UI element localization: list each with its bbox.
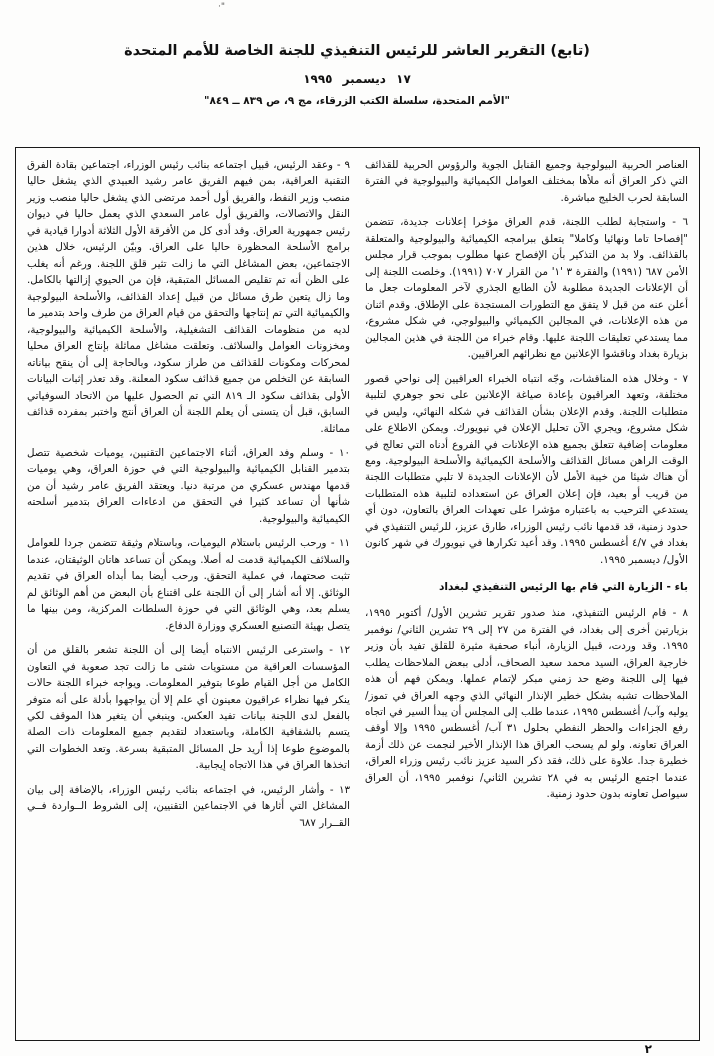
corner-mark: ·" xyxy=(218,2,226,12)
paragraph-continuation: العناصر الحربية البيولوجية وجميع القنابل الجوية والرؤوس الحربية للقذائف التي ذكر العراق أنه ملأها بمختلف العوامل الكيميائية والبيولوجية في الفترة السابقة لحرب الخليج مباشرة. xyxy=(365,159,688,204)
paragraph-13: ١٣ - وأشار الرئيس، في اجتماعه بنائب رئيس الوزراء، بالإضافة إلى بيان المشاغل التي أثارها في الاجتماعين التقنيين، إلى الشروط الــواردة فــي القــرار ٦٨٧ xyxy=(27,783,350,829)
document-title: (تابع) التقرير العاشر للرئيس التنفيذي للجنة الخاصة للأمم المتحدة xyxy=(124,43,590,59)
paragraph-7: ٧ - وخلال هذه المناقشات، وجّه انتباه الخبراء العراقيين إلى نواحي قصور مختلفة، وتعهد العراقيون بإعادة صياغة الإعلانين على نحو جوهري لتلبية متطلبات اللجنة. وقدم الإعلان بشأن القذائف في شكله النهائي، وليس في شكل مشروع، ويجري الآن تحليل الإعلان في نيويورك. ويمكن الاطلاع على معلومات إضافية تتعلق بجميع هذه الإعلانات في الفروع أدناه التي تعالج في الوقت الراهن مسائل القذائف والأسلحة الكيميائية والأسلحة البيولوجية. ومع أن هناك شيئا من خيبة الأمل لأن الإعلانات الجديدة لا تلبي متطلبات اللجنة من قريب أو بعيد، فإن إعلان العراق عن استعداده لتلبية هذه المتطلبات يستدعي الترحيب به باعتباره مؤشرا على تعهدات العراق بالتعاون، دون أي حدود زمنية، قد قدمها نائب رئيس الوزراء، طارق عزيز، للرئيس التنفيذي في بغداد في ٤/٧ أغسطس ١٩٩٥. وقد أعيد تكرارها في نيويورك في شهر كانون الأول/ ديسمبر ١٩٩٥. xyxy=(365,372,688,566)
document-source-citation: "الأمم المتحدة، سلسلة الكتب الزرقاء، مج ٩، ص ٨٣٩ ــ ٨٤٩" xyxy=(204,94,510,107)
paragraph-12: ١٢ - واسترعى الرئيس الانتباه أيضا إلى أن اللجنة تشعر بالقلق من أن المؤسسات العراقية من مستويات شتى ما زالت تجد صعوبة في التعاون الكامل من أجل القيام طوعا بتوفير المعلومات. ويواجه خبراء اللجنة حالات ينكر فيها نظراء عراقيون معينون أي علم إلا أن يواجهوا بأدلة على أنه متوفر بالفعل لدى اللجنة بيانات تفيد العكس. وينبغي أن يتغير هذا الموقف لكي يتسم بالشفافية الكاملة، وباستعداد لتقديم جميع المعلومات ذات الصلة بالموضوع طوعا إذا أريد حل المسائل المتبقية بسرعة. وتعد الخطوات التي اتخذها العراق في هذا الاتجاه إيجابية. xyxy=(27,644,350,772)
paragraph-6: ٦ - واستجابة لطلب اللجنة، قدم العراق مؤخرا إعلانات جديدة، تتضمن "إفصاحا تاما ونهائيا وكاملا" يتعلق ببرامجه الكيميائية والبيولوجية والمتعلقة بالقذائف. ولا بد من التذكير بأن الإفصاح عنها مطلوب بموجب قرار مجلس الأمن ٦٨٧ (١٩٩١) والفقرة ٣ '١' من القرار ٧٠٧ (١٩٩١). وخلصت اللجنة إلى أن الإعلانات الجديدة مطلوبة لأن الطابع الجذري لآخر المعلومات جعل ما أعلن عنه من قبل لا يتفق مع التطورات المستجدة على الإطلاق. وقدم اثنان من هذه الإعلانات، في المجالين الكيميائي والبيولوجي، في شكل مشروع، مما يستدعي تعليقات اللجنة عليها. وقام خبراء من اللجنة في هذين المجالين بزيارة بغداد وناقشوا الإعلانين مع نظرائهم العراقيين. xyxy=(365,216,688,361)
paragraph-8: ٨ - قام الرئيس التنفيذي، منذ صدور تقرير تشرين الأول/ أكتوبر ١٩٩٥، بزيارتين أخرى إلى بغداد، في الفترة من ٢٧ إلى ٢٩ تشرين الثاني/ نوفمبر ١٩٩٥. وقد وردت، قبيل الزيارة، أنباء صحفية مثيرة للقلق تفيد بأن وزير خارجية العراق، السيد محمد سعيد الصحاف، أدلى ببعض الملاحظات يطلب فيها إلى اللجنة وضع حد زمني مبكر لإتمام عملها. ويمكن فهم أن هذه الملاحظات تشبه بشكل خطير الإنذار النهائي الذي وجهه العراق في تموز/ يوليه وآب/ أغسطس ١٩٩٥، عندما طلب إلى المجلس أن يبدأ السير في اتجاه رفع الجزاءات والحظر النفطي بحلول ٣١ آب/ أغسطس ١٩٩٥ وإلا أوقف العراق تعاونه. ولو لم يسحب العراق هذا الإنذار الأخير لنجمت عن ذلك أزمة خطيرة جدا. علاوة على ذلك، فقد ذكر السيد عزيز نائب رئيس وزراء العراق، عندما اجتمع الرئيس به في ٢٨ تشرين الثاني/ نوفمبر ١٩٩٥، أن العراق سيواصل تعاونه بدون حدود زمنية. xyxy=(365,607,689,801)
document-header xyxy=(0,0,714,107)
document-date: ١٧ ديسمبر ١٩٩٥ xyxy=(303,71,411,86)
section-heading-baa: باء - الزيارة التي قام بها الرئيس التنفيذي لبغداد xyxy=(438,581,688,594)
text-frame xyxy=(15,147,700,1041)
column-right xyxy=(365,157,688,1034)
page-number: ٢ xyxy=(644,1042,652,1056)
paragraph-10: ١٠ - وسلم وفد العراق، أثناء الاجتماعين التقنيين، يوميات شخصية تتصل بتدمير القنابل الكيميائية والبيولوجية التي في حوزة العراق، وهي يوميات قدمها مهندس عسكري من مرتبة دنيا. ويعتقد الفريق عامر رشيد أن من شأنها أن تساعد كثيرا في التحقق من ادعاءات العراق بتدمير أسلحته الكيميائية والبيولوجية. xyxy=(27,446,350,525)
paragraph-9: ٩ - وعقد الرئيس، قبيل اجتماعه بنائب رئيس الوزراء، اجتماعين بقادة الفرق التقنية العراقية، بمن فيهم الفريق عامر رشيد العبيدي الذي يشغل حاليا منصب وزير النفط، والفريق أول أحمد مرتضى الذي يشغل حاليا منصب وزير النقل والاتصالات، والفريق أول عامر السعدي الذي يعمل حاليا في ديوان رئيس جمهورية العراق. وقد أدى كل من الأفرقة الأول الثلاثة أدوارا قيادية في برامج الأسلحة المحظورة حاليا على العراق. وبيّن الرئيس، خلال هذين الاجتماعين، بعض المشاغل التي ما زالت تثير قلق اللجنة. ورغم أنه يغلب على الظن أنه تم تقليص المسائل المتبقية، فإن من الحيوي إزالتها بالكامل. وما زال يتعين طرق مسائل من قبيل إعداد القذائف، والأسلحة البيولوجية والكيميائية التي تم إنتاجها والتحقق من قيام العراق من طرف واحد بتدمير ما لديه من منظومات القذائف التشغيلية، والأسلحة الكيميائية والبيولوجية، ومخزونات العوامل والسلائف. وتعلقت مشاغل مماثلة بإنتاج العراق محليا لمحركات ومكونات للقذائف من طراز سكود، وبالحاجة إلى أن ينقح بياناته السابقة عن التخلص من جميع قذائف سكود المعلنة. وقد تعذر إثبات البيانات الأولى بقذائف سكود الـ ٨١٩ التي تم الحصول عليها من الاتحاد السوفياتي السابق، قبل أن يتسنى أن يعلم اللجنة أن العراق أنتج واختبر بمفرده قذائف مماثلة. xyxy=(27,159,350,435)
column-left xyxy=(27,157,350,1034)
paragraph-11: ١١ - ورحب الرئيس باستلام اليوميات، وباستلام وثيقة تتضمن جردا للعوامل والسلائف الكيميائية قدمت له أصلا. ويمكن أن تساعد هاتان الوثيقتان، عندما تثبت صحتهما، في عملية التحقق. ورحب أيضا بما أبداه العراق في تقديم الوثائق. إلا أنه أشار إلى أن اللجنة على اقتناع بأن البعض من أهم الوثائق لم يسلم بعد، وهي الوثائق التي في حوزة السلطات المركزية، ومن بينها ما يتصل بهيئة التصنيع العسكري ووزارة الدفاع. xyxy=(27,537,350,632)
